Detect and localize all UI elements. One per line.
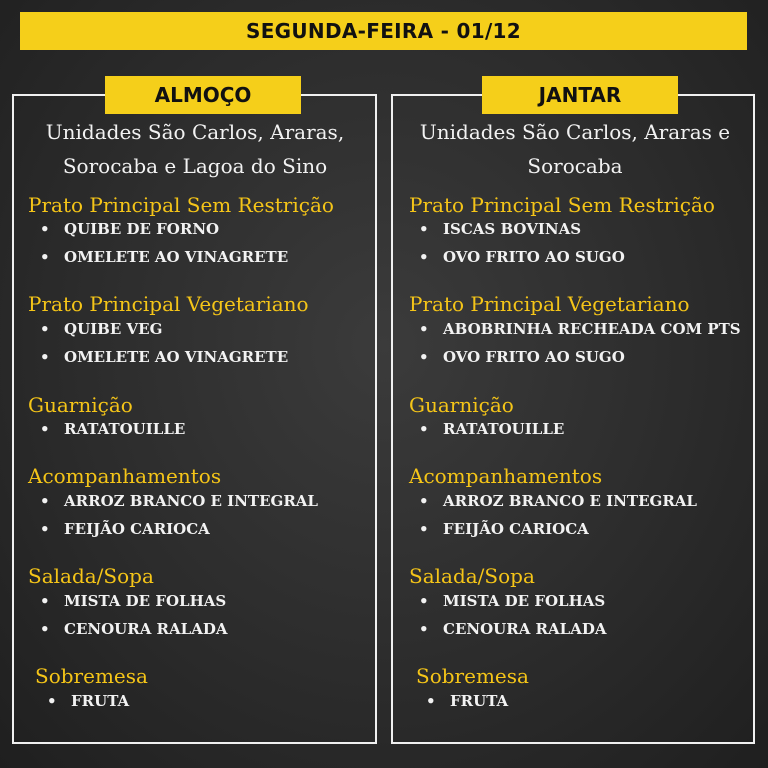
dinner-menu-item-label: ABOBRINHA RECHEADA COM PTS (443, 320, 741, 338)
dinner-menu-item (419, 348, 625, 366)
bullet: • (40, 620, 50, 638)
dinner-menu-item (419, 420, 564, 438)
bullet: • (40, 220, 50, 238)
lunch-section-title: Sobremesa (35, 664, 148, 688)
lunch-menu-item (40, 348, 288, 366)
dinner-menu-item-label: ARROZ BRANCO E INTEGRAL (443, 492, 697, 510)
dinner-section-title: Prato Principal Sem Restrição (409, 193, 715, 217)
bullet: • (40, 592, 50, 610)
dinner-menu-item (419, 592, 605, 610)
dinner-menu-item-label: FRUTA (450, 692, 509, 710)
lunch-panel (12, 94, 377, 744)
dinner-section-title: Salada/Sopa (409, 564, 535, 588)
lunch-section-title: Prato Principal Vegetariano (28, 292, 309, 316)
bullet: • (419, 592, 429, 610)
bullet: • (47, 692, 57, 710)
bullet: • (40, 320, 50, 338)
lunch-tag (105, 76, 301, 114)
bullet: • (419, 492, 429, 510)
bullet: • (419, 420, 429, 438)
dinner-menu-item (419, 620, 607, 638)
lunch-menu-item-label: QUIBE DE FORNO (64, 220, 220, 238)
lunch-menu-item (47, 692, 129, 710)
lunch-menu-item-label: QUIBE VEG (64, 320, 163, 338)
bullet: • (40, 520, 50, 538)
lunch-menu-item-label: ARROZ BRANCO E INTEGRAL (64, 492, 318, 510)
bullet: • (419, 520, 429, 538)
dinner-menu-item (419, 220, 581, 238)
lunch-menu-item-label: FRUTA (71, 692, 130, 710)
dinner-tag (482, 76, 678, 114)
dinner-menu-item (419, 248, 625, 266)
lunch-section-title: Salada/Sopa (28, 564, 154, 588)
dinner-panel (391, 94, 755, 744)
dinner-menu-item-label: OVO FRITO AO SUGO (443, 348, 625, 366)
lunch-menu-item (40, 492, 318, 510)
bullet: • (40, 420, 50, 438)
bullet: • (40, 248, 50, 266)
lunch-menu-item-label: OMELETE AO VINAGRETE (64, 348, 289, 366)
dinner-units-line2: Sorocaba (527, 154, 623, 178)
lunch-menu-item (40, 220, 219, 238)
lunch-menu-item-label: MISTA DE FOLHAS (64, 592, 227, 610)
lunch-menu-item-label: RATATOUILLE (64, 420, 186, 438)
dinner-menu-item-label: RATATOUILLE (443, 420, 565, 438)
dinner-menu-item (419, 320, 741, 338)
lunch-units (20, 115, 370, 183)
lunch-menu-item-label: OMELETE AO VINAGRETE (64, 248, 289, 266)
bullet: • (419, 248, 429, 266)
bullet: • (419, 220, 429, 238)
lunch-menu-item (40, 520, 210, 538)
lunch-units-line1: Unidades São Carlos, Araras, (45, 120, 345, 144)
lunch-menu-item (40, 592, 226, 610)
dinner-menu-item (419, 492, 697, 510)
dinner-section-title: Acompanhamentos (409, 464, 603, 488)
dinner-units-line1: Unidades São Carlos, Araras e (419, 120, 731, 144)
lunch-units-line2: Sorocaba e Lagoa do Sino (62, 154, 328, 178)
lunch-section-title: Prato Principal Sem Restrição (28, 193, 334, 217)
bullet: • (419, 320, 429, 338)
lunch-menu-item (40, 320, 162, 338)
dinner-label: JANTAR (538, 83, 622, 107)
dinner-menu-item-label: FEIJÃO CARIOCA (443, 520, 589, 538)
bullet: • (419, 348, 429, 366)
dinner-menu-item-label: MISTA DE FOLHAS (443, 592, 606, 610)
dinner-section-title: Prato Principal Vegetariano (409, 292, 690, 316)
lunch-section-title: Acompanhamentos (28, 464, 222, 488)
lunch-menu-item (40, 420, 185, 438)
dinner-menu-item (419, 520, 589, 538)
day-title: SEGUNDA-FEIRA - 01/12 (246, 19, 521, 43)
dinner-section-title: Sobremesa (416, 664, 529, 688)
bullet: • (40, 492, 50, 510)
lunch-menu-item-label: FEIJÃO CARIOCA (64, 520, 210, 538)
dinner-menu-item-label: ISCAS BOVINAS (443, 220, 582, 238)
bullet: • (40, 348, 50, 366)
bullet: • (426, 692, 436, 710)
bullet: • (419, 620, 429, 638)
dinner-section-title: Guarnição (409, 393, 514, 417)
dinner-menu-item-label: OVO FRITO AO SUGO (443, 248, 625, 266)
dinner-menu-item-label: CENOURA RALADA (443, 620, 607, 638)
dinner-units (400, 115, 750, 183)
lunch-label: ALMOÇO (154, 83, 252, 107)
lunch-section-title: Guarnição (28, 393, 133, 417)
lunch-menu-item (40, 248, 288, 266)
dinner-menu-item (426, 692, 508, 710)
lunch-menu-item-label: CENOURA RALADA (64, 620, 228, 638)
lunch-menu-item (40, 620, 228, 638)
day-banner (20, 12, 747, 50)
